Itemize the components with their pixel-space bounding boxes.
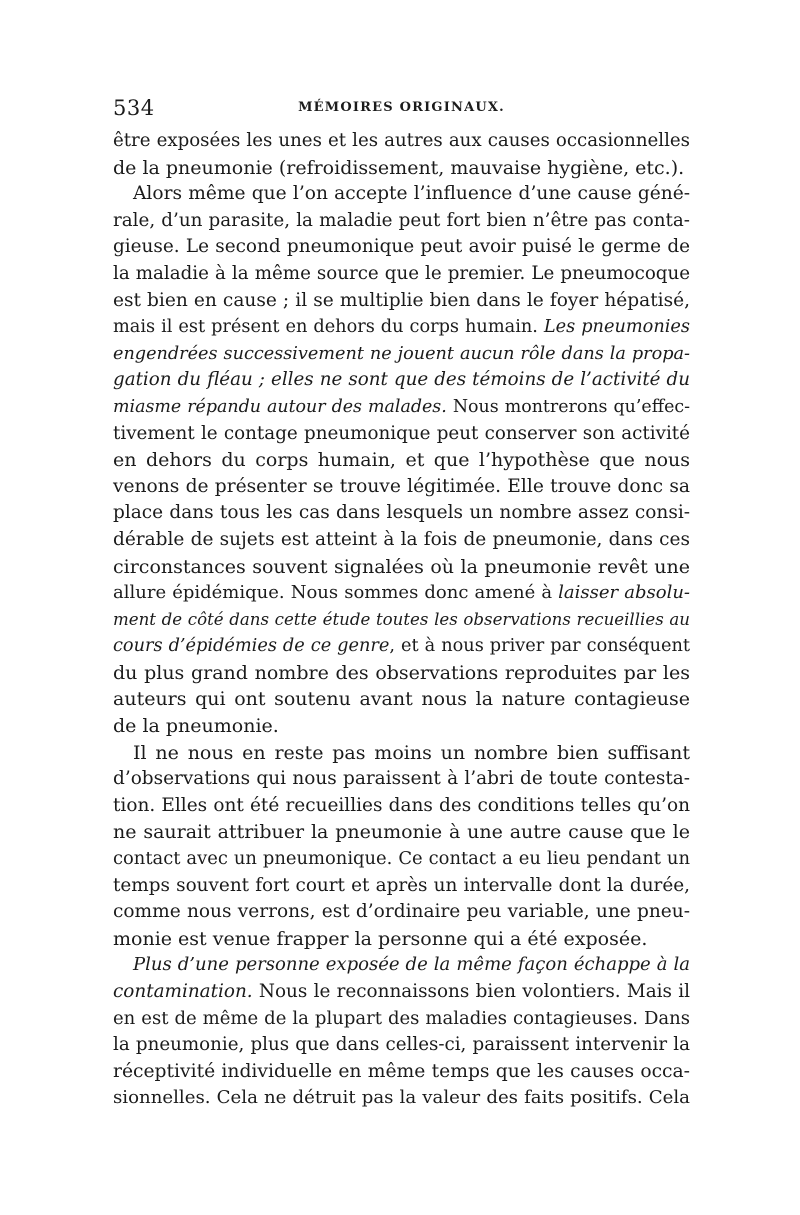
text-line — [113, 740, 690, 767]
text-segment: circonstances souvent signalées où la pneumonie revêt une — [113, 555, 690, 578]
text-line — [113, 208, 690, 235]
text-segment: sionnelles. Cela ne détruit pas la valeur des faits positifs. Cela — [113, 1087, 690, 1109]
text-segment: Nous montrerons qu’effec- — [446, 396, 690, 417]
text-line — [113, 155, 690, 182]
text-line — [113, 926, 690, 953]
italic-text-segment: contamination. — [113, 981, 253, 1002]
text-segment: réceptivité individuelle en même temps que les causes occa- — [113, 1060, 690, 1082]
text-line — [113, 979, 690, 1006]
text-line — [113, 1059, 690, 1086]
text-segment: Il ne nous en reste pas moins un nombre bien suffisant — [133, 741, 690, 764]
text-segment: , et à nous priver par conséquent — [389, 636, 691, 657]
text-line — [113, 341, 690, 368]
body-text — [113, 128, 690, 1112]
text-segment: contact avec un pneumonique. Ce contact a eu lieu pendant un — [113, 848, 690, 870]
text-line — [113, 1085, 690, 1112]
text-line — [113, 128, 690, 155]
italic-text-segment: engendrées successivement ne jouent aucun rôle dans la propa- — [113, 343, 690, 364]
text-segment: d’observations qui nous paraissent à l’abri de toute contesta- — [113, 768, 690, 790]
text-line — [113, 846, 690, 873]
text-segment: du plus grand nombre des observations reproduites par les — [113, 661, 690, 684]
text-segment: mais il est présent en dehors du corps humain. — [113, 317, 544, 338]
text-line — [113, 447, 690, 474]
italic-text-segment: ment de côté dans cette étude toutes les observations recueillies au — [113, 609, 690, 629]
page-header — [113, 96, 690, 124]
text-line — [113, 314, 690, 341]
text-segment: place dans tous les cas dans lesquels un nombre assez consi- — [113, 502, 690, 524]
text-line — [113, 713, 690, 740]
text-line — [113, 766, 690, 793]
text-line — [113, 660, 690, 687]
text-line — [113, 633, 690, 660]
italic-text-segment: laisser absolu- — [558, 582, 691, 604]
text-line — [113, 261, 690, 288]
text-line — [113, 421, 690, 448]
text-segment: tion. Elles ont été recueillies dans des conditions telles qu’on — [113, 794, 690, 816]
text-line — [113, 819, 690, 846]
italic-text-segment: miasme répandu autour des malades. — [113, 396, 447, 417]
text-segment: comme nous verrons, est d’ordinaire peu variable, une pneu- — [113, 901, 690, 923]
text-segment: en dehors du corps humain, et que l’hypothèse que nous — [113, 449, 690, 472]
text-line — [113, 793, 690, 820]
text-segment: rale, d’un parasite, la maladie peut fort bien n’être pas conta- — [113, 209, 690, 231]
text-line — [113, 500, 690, 527]
text-segment: la pneumonie, plus que dans celles-ci, paraissent intervenir la — [113, 1034, 690, 1056]
text-line — [113, 367, 690, 394]
text-line — [113, 1006, 690, 1033]
text-line — [113, 1032, 690, 1059]
text-segment: gieuse. Le second pneumonique peut avoir puisé le germe de — [113, 236, 690, 258]
italic-text-segment: cours d’épidémies de ce genre — [113, 636, 390, 657]
text-segment: Nous le reconnaissons bien volontiers. Mais il — [252, 981, 690, 1002]
text-line — [113, 288, 690, 315]
text-segment: Alors même que l’on accepte l’influence d’une cause géné- — [133, 183, 690, 205]
text-line — [113, 554, 690, 581]
text-segment: temps souvent fort court et après un intervalle dont la durée, — [113, 874, 690, 896]
text-segment: ne saurait attribuer la pneumonie à une autre cause que le — [113, 821, 690, 844]
text-line — [113, 873, 690, 900]
text-segment: allure épidémique. Nous sommes donc amené à — [113, 582, 559, 604]
text-segment: auteurs qui ont soutenu avant nous la nature contagieuse — [113, 688, 690, 711]
italic-text-segment: Plus d’une personne exposée de la même façon échappe à la — [133, 954, 690, 976]
text-line — [113, 899, 690, 926]
text-line — [113, 686, 690, 713]
text-line — [113, 234, 690, 261]
text-line — [113, 394, 690, 421]
running-title: MÉMOIRES ORIGINAUX. — [298, 100, 505, 115]
text-segment: monie est venue frapper la personne qui a été exposée. — [113, 927, 648, 950]
text-segment: être exposées les unes et les autres aux causes occasionnelles — [113, 130, 690, 151]
text-segment: tivement le contage pneumonique peut conserver son activité — [113, 422, 690, 444]
page-number: 534 — [113, 96, 155, 120]
text-line — [113, 952, 690, 979]
italic-text-segment: Les pneumonies — [543, 317, 690, 338]
text-line — [113, 607, 690, 634]
italic-text-segment: gation du fléau ; elles ne sont que des témoins de l’activité du — [113, 369, 690, 391]
text-segment: de la pneumonie. — [113, 715, 279, 738]
text-segment: de la pneumonie (refroidissement, mauvaise hygiène, etc.). — [113, 156, 685, 179]
text-segment: est bien en cause ; il se multiplie bien dans le foyer hépatisé, — [113, 289, 690, 311]
text-line — [113, 527, 690, 554]
text-line — [113, 580, 690, 607]
text-segment: la maladie à la même source que le premier. Le pneumocoque — [113, 262, 690, 284]
text-line — [113, 181, 690, 208]
text-segment: venons de présenter se trouve légitimée. Elle trouve donc sa — [113, 475, 690, 497]
text-line — [113, 474, 690, 501]
text-segment: dérable de sujets est atteint à la fois de pneumonie, dans ces — [113, 528, 690, 550]
text-segment: en est de même de la plupart des maladies contagieuses. Dans — [113, 1007, 690, 1029]
